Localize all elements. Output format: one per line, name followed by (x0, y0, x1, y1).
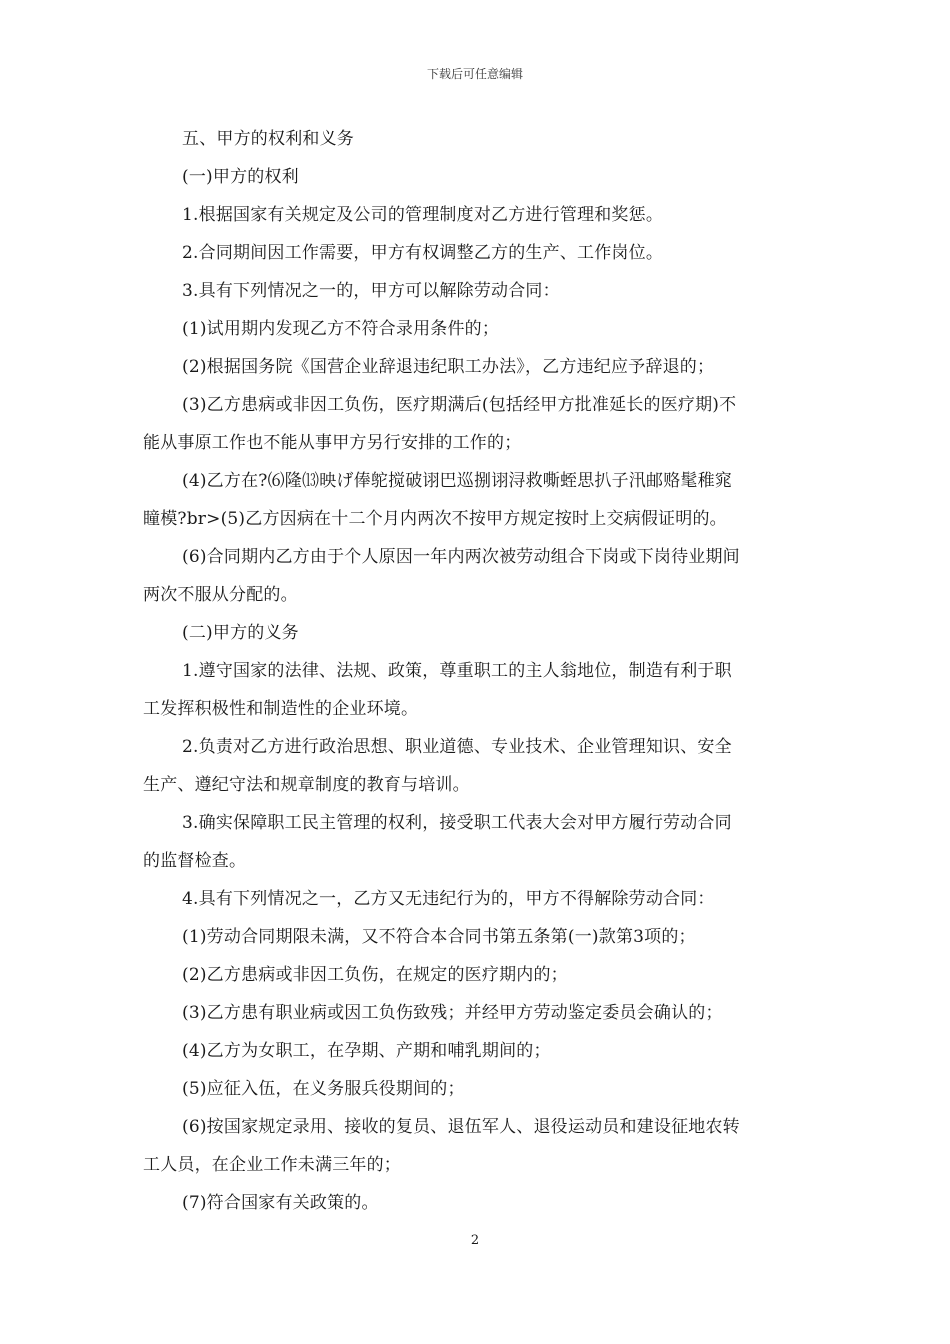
text-line: 4.具有下列情况之一，乙方又无违纪行为的，甲方不得解除劳动合同： (182, 889, 715, 909)
page-header: 下载后可任意编辑 (426, 67, 523, 81)
text-line: 五、甲方的权利和义务 (182, 129, 354, 149)
text-line: 2.负责对乙方进行政治思想、职业道德、专业技术、企业管理知识、安全 (182, 737, 732, 757)
text-line: (3)乙方患有职业病或因工负伤致残；并经甲方劳动鉴定委员会确认的； (182, 1003, 723, 1023)
text-line: 2.合同期间因工作需要，甲方有权调整乙方的生产、工作岗位。 (182, 243, 664, 263)
text-line: (5)应征入伍，在义务服兵役期间的； (182, 1079, 465, 1099)
text-line: (4)乙方为女职工，在孕期、产期和哺乳期间的； (182, 1041, 551, 1061)
text-line: 3.确实保障职工民主管理的权利，接受职工代表大会对甲方履行劳动合同 (182, 813, 732, 833)
text-line: (二)甲方的义务 (182, 623, 299, 643)
text-line: 工发挥积极性和制造性的企业环境。 (143, 699, 419, 719)
text-line: 能从事原工作也不能从事甲方另行安排的工作的； (143, 433, 522, 453)
text-line: (4)乙方在?⑹隆⒀映げ俸鸵搅破诩巴巡捌诩浔救嘶蛭思扒子汛邮赂髦稚窕 (182, 471, 732, 491)
document-body (143, 120, 808, 1222)
text-line: 工人员，在企业工作未满三年的； (143, 1155, 401, 1175)
text-line: 1.遵守国家的法律、法规、政策，尊重职工的主人翁地位，制造有利于职 (182, 661, 732, 681)
text-line: (3)乙方患病或非因工负伤，医疗期满后(包括经甲方批准延长的医疗期)不 (182, 395, 737, 415)
text-line: (1)试用期内发现乙方不符合录用条件的； (182, 319, 500, 339)
text-line: 1.根据国家有关规定及公司的管理制度对乙方进行管理和奖惩。 (182, 205, 664, 225)
text-line: 两次不服从分配的。 (143, 585, 298, 605)
text-line: (6)合同期内乙方由于个人原因一年内两次被劳动组合下岗或下岗待业期间 (182, 547, 740, 567)
text-line: (1)劳动合同期限未满，又不符合本合同书第五条第(一)款第3项的； (182, 927, 696, 947)
text-line: 生产、遵纪守法和规章制度的教育与培训。 (143, 775, 470, 795)
text-line: (2)根据国务院《国营企业辞退违纪职工办法》，乙方违纪应予辞退的； (182, 357, 715, 377)
text-line: (6)按国家规定录用、接收的复员、退伍军人、退役运动员和建设征地农转 (182, 1117, 740, 1137)
text-line: 瞳模?br>(5)乙方因病在十二个月内两次不按甲方规定按时上交病假证明的。 (143, 509, 727, 529)
text-line: 3.具有下列情况之一的，甲方可以解除劳动合同： (182, 281, 560, 301)
text-line: 的监督检查。 (143, 851, 247, 871)
text-line: (2)乙方患病或非因工负伤，在规定的医疗期内的； (182, 965, 568, 985)
page-number: 2 (470, 1233, 480, 1248)
text-line: (7)符合国家有关政策的。 (182, 1193, 379, 1213)
text-line: (一)甲方的权利 (182, 167, 299, 187)
